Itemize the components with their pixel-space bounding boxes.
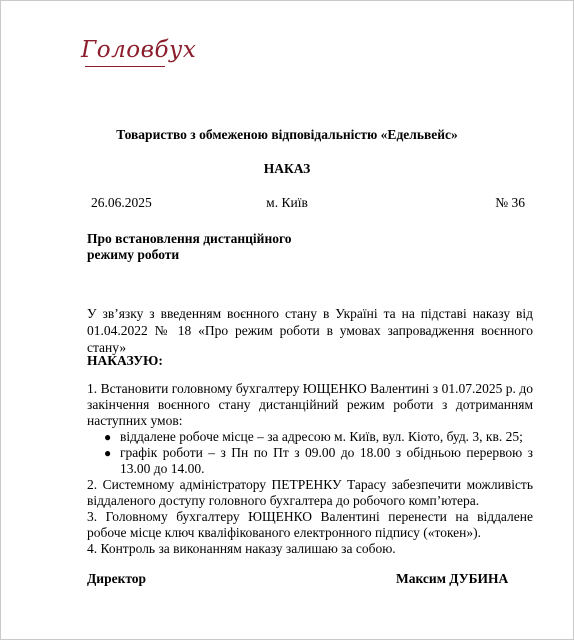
orders-heading: НАКАЗУЮ: (87, 353, 163, 368)
order-subject (87, 231, 292, 263)
city: м. Київ (266, 195, 308, 210)
signature-name: Максим ДУБИНА (396, 571, 509, 586)
preamble: У зв’язку з введенням воєнного стану в Україні та на підставі наказу від 01.04.2022 № 18 «Про режим роботи в умовах запровадження воєнного стану» (87, 306, 533, 355)
bullet-icon: ● (104, 430, 112, 444)
bullet-item-2 (87, 445, 533, 477)
bullet-text-2: графік роботи – з Пн по Пт з 09.00 до 18.00 з обідньою перервою з 13.00 до 14.00. (120, 445, 533, 476)
order-number: № 36 (495, 195, 525, 210)
company-name: Товариство з обмеженою відповідальністю «Едельвейс» (116, 127, 458, 142)
order-item-3: 3. Головному бухгалтеру ЮЩЕНКО Валентині перенести на віддалене робоче місце ключ кваліфікованого електронного підпису («токен»). (87, 509, 533, 540)
order-date: 26.06.2025 (91, 195, 152, 210)
bullet-icon: ● (104, 446, 112, 460)
document-title: НАКАЗ (263, 161, 311, 176)
logo-underline (85, 66, 165, 67)
order-item-2: 2. Системному адміністратору ПЕТРЕНКУ Тарасу забезпечити можливість віддаленого доступу головного бухгалтера до робочого комп’ютера. (87, 477, 533, 508)
logo: Головбух (81, 37, 197, 63)
subject-line-2: режиму роботи (87, 247, 180, 262)
bullet-text-1: віддалене робоче місце – за адресою м. Київ, вул. Кіото, буд. 3, кв. 25; (120, 429, 523, 444)
signature-position: Директор (87, 571, 147, 586)
subject-line-1: Про встановлення дистанційного (87, 231, 292, 246)
order-item-4: 4. Контроль за виконанням наказу залишаю за собою. (87, 541, 396, 556)
order-items (87, 381, 533, 557)
bullet-item-1 (87, 429, 533, 445)
order-item-1: 1. Встановити головному бухгалтеру ЮЩЕНКО Валентині з 01.07.2025 р. до закінчення воєнного стану дистанційний режим роботи з дотриманням наступних умов: (87, 381, 533, 428)
